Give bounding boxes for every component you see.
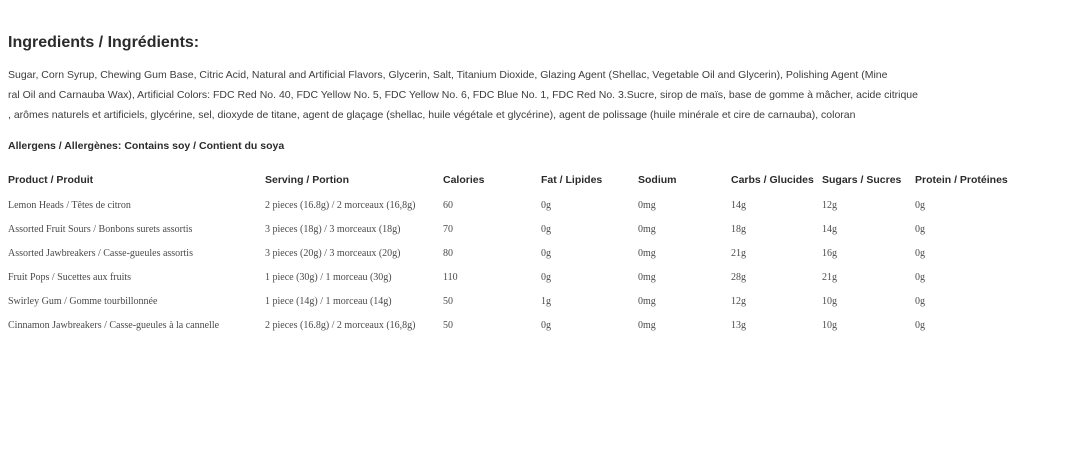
table-header-row <box>8 168 1080 200</box>
protein-cell: 0g <box>915 296 925 307</box>
carbs-cell: 13g <box>731 320 746 331</box>
sodium-cell: 0mg <box>638 296 656 307</box>
col-header-carbs: Carbs / Glucides <box>731 174 814 186</box>
col-header-product: Product / Produit <box>8 174 94 186</box>
col-header-sugars: Sugars / Sucres <box>822 174 902 186</box>
col-header-serving: Serving / Portion <box>265 174 350 186</box>
product-cell: Lemon Heads / Têtes de citron <box>8 200 131 211</box>
calories-cell: 60 <box>443 200 453 211</box>
fat-cell: 0g <box>541 224 551 235</box>
product-cell: Swirley Gum / Gomme tourbillonnée <box>8 296 158 307</box>
sugars-cell: 10g <box>822 296 837 307</box>
product-cell: Assorted Fruit Sours / Bonbons surets assortis <box>8 224 193 235</box>
sugars-cell: 12g <box>822 200 837 211</box>
product-info-section <box>0 33 1080 344</box>
carbs-cell: 12g <box>731 296 746 307</box>
protein-cell: 0g <box>915 272 925 283</box>
serving-cell: 2 pieces (16.8g) / 2 morceaux (16,8g) <box>265 320 416 331</box>
product-cell: Fruit Pops / Sucettes aux fruits <box>8 272 132 283</box>
protein-cell: 0g <box>915 320 925 331</box>
col-header-fat: Fat / Lipides <box>541 174 603 186</box>
carbs-cell: 14g <box>731 200 746 211</box>
fat-cell: 0g <box>541 272 551 283</box>
calories-cell: 110 <box>443 272 458 283</box>
ingredients-heading: Ingredients / Ingrédients: <box>8 34 200 51</box>
ingredients-paragraph <box>8 65 1072 125</box>
protein-cell: 0g <box>915 200 925 211</box>
ingredients-line: , arômes naturels et artificiels, glycérine, sel, dioxyde de titane, agent de glaçage (shellac, huile végétale et glycérine), agent de polissage (huile minérale et cire de carnauba), coloran <box>8 109 856 121</box>
sodium-cell: 0mg <box>638 224 656 235</box>
protein-cell: 0g <box>915 248 925 259</box>
table-row <box>8 320 1080 344</box>
sodium-cell: 0mg <box>638 248 656 259</box>
serving-cell: 3 pieces (20g) / 3 morceaux (20g) <box>265 248 401 259</box>
col-header-sodium: Sodium <box>638 174 677 186</box>
table-row <box>8 272 1080 296</box>
ingredients-line: Sugar, Corn Syrup, Chewing Gum Base, Citric Acid, Natural and Artificial Flavors, Glycerin, Salt, Titanium Dioxide, Glazing Agent (Shellac, Vegetable Oil and Glycerin), Polishing Agent (Mine <box>8 69 888 81</box>
carbs-cell: 28g <box>731 272 746 283</box>
sugars-cell: 10g <box>822 320 837 331</box>
nutrition-table <box>8 168 1080 344</box>
table-row <box>8 248 1080 272</box>
serving-cell: 1 piece (14g) / 1 morceau (14g) <box>265 296 392 307</box>
table-row <box>8 200 1080 224</box>
calories-cell: 50 <box>443 296 453 307</box>
sodium-cell: 0mg <box>638 320 656 331</box>
sugars-cell: 21g <box>822 272 837 283</box>
fat-cell: 1g <box>541 296 551 307</box>
carbs-cell: 21g <box>731 248 746 259</box>
serving-cell: 3 pieces (18g) / 3 morceaux (18g) <box>265 224 401 235</box>
sugars-cell: 14g <box>822 224 837 235</box>
carbs-cell: 18g <box>731 224 746 235</box>
sugars-cell: 16g <box>822 248 837 259</box>
calories-cell: 70 <box>443 224 453 235</box>
col-header-protein: Protein / Protéines <box>915 174 1008 186</box>
serving-cell: 1 piece (30g) / 1 morceau (30g) <box>265 272 392 283</box>
sodium-cell: 0mg <box>638 200 656 211</box>
product-cell: Cinnamon Jawbreakers / Casse-gueules à la cannelle <box>8 320 220 331</box>
fat-cell: 0g <box>541 248 551 259</box>
fat-cell: 0g <box>541 320 551 331</box>
protein-cell: 0g <box>915 224 925 235</box>
sodium-cell: 0mg <box>638 272 656 283</box>
allergens-line: Allergens / Allergènes: Contains soy / Contient du soya <box>8 140 285 152</box>
table-row <box>8 296 1080 320</box>
ingredients-line: ral Oil and Carnauba Wax), Artificial Colors: FDC Red No. 40, FDC Yellow No. 5, FDC Yellow No. 6, FDC Blue No. 1, FDC Red No. 3.Sucre, sirop de maïs, base de gomme à mâcher, acide citrique <box>8 89 918 101</box>
col-header-calories: Calories <box>443 174 485 186</box>
calories-cell: 50 <box>443 320 453 331</box>
product-cell: Assorted Jawbreakers / Casse-gueules assortis <box>8 248 193 259</box>
serving-cell: 2 pieces (16.8g) / 2 morceaux (16,8g) <box>265 200 416 211</box>
fat-cell: 0g <box>541 200 551 211</box>
calories-cell: 80 <box>443 248 453 259</box>
table-row <box>8 224 1080 248</box>
